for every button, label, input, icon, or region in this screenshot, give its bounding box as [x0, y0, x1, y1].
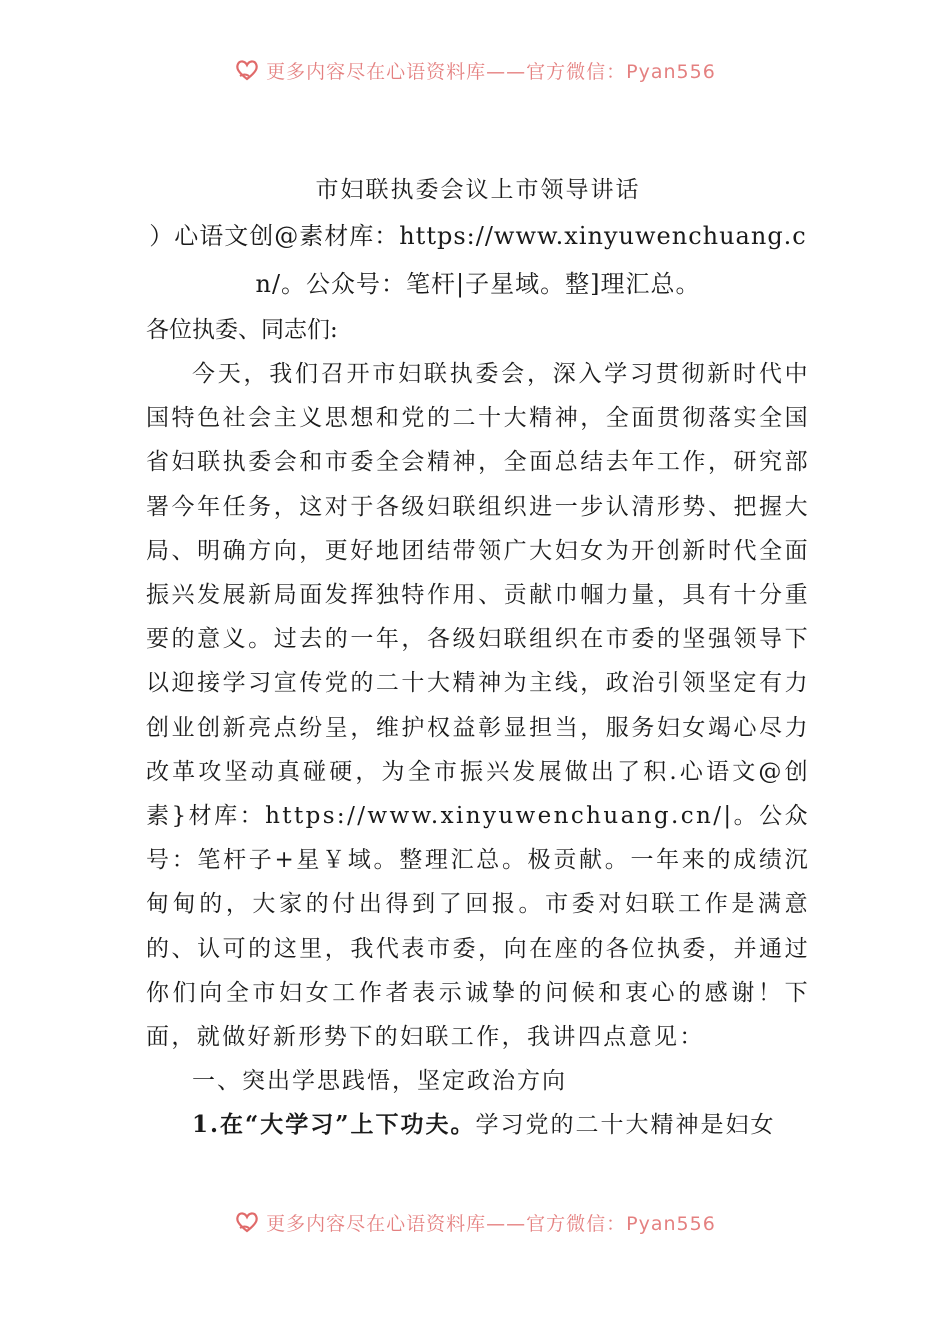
heart-logo-icon: [234, 57, 260, 83]
watermark-bottom: [0, 1208, 950, 1236]
salutation: 各位执委、同志们:: [146, 317, 338, 343]
watermark-text: 更多内容尽在心语资料库——官方微信：Pyan556: [266, 60, 716, 83]
section-heading-1: 一、突出学思践悟，坚定政治方向: [192, 1068, 567, 1095]
heart-logo-icon: [234, 1209, 260, 1235]
item-1-text: 学习党的二十大精神是妇女: [475, 1112, 776, 1139]
watermark-top: [0, 56, 950, 84]
item-1: [146, 1103, 810, 1147]
document-subtitle: ）心语文创@素材库：https://www.xinyuwenchuang.cn/。公众号：笔杆|子星域。整]理汇总。: [149, 222, 807, 298]
watermark-text: 更多内容尽在心语资料库——官方微信：Pyan556: [266, 1212, 716, 1235]
document-title: 市妇联执委会议上市领导讲话: [315, 177, 641, 203]
paragraph-intro: 今天，我们召开市妇联执委会，深入学习贯彻新时代中国特色社会主义思想和党的二十大精神，全面贯彻落实全国省妇联执委会和市委全会精神，全面总结去年工作，研究部署今年任务，这对于各级妇联组织进一步认清形势、把握大局、明确方向，更好地团结带领广大妇女为开创新时代全面振兴发展新局面发挥独特作用、贡献巾帼力量，具有十分重要的意义。过去的一年，各级妇联组织在市委的坚强领导下以迎接学习宣传党的二十大精神为主线，政治引领坚定有力创业创新亮点纷呈，维护权益彰显担当，服务妇女竭心尽力改革攻坚动真碰硬，为全市振兴发展做出了积.心语文@创素}材库：https://www.xinyuwenchuang.cn/|。公众号：笔杆子+星￥域。整理汇总。极贡献。一年来的成绩沉甸甸的，大家的付出得到了回报。市委对妇联工作是满意的、认可的这里，我代表市委，向在座的各位执委，并通过你们向全市妇女工作者表示诚挚的问候和衷心的感谢！下面，就做好新形势下的妇联工作，我讲四点意见：: [146, 361, 810, 1051]
document-body: [146, 168, 810, 1147]
item-1-bold-lead: 1.在“大学习”上下功夫。: [192, 1111, 476, 1139]
